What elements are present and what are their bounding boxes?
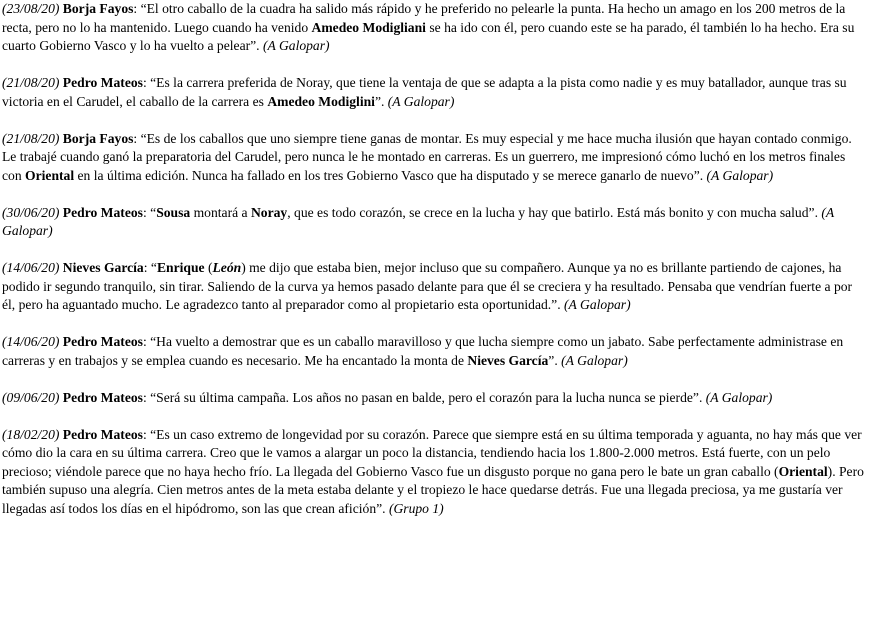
entry-speaker: Nieves García <box>62 260 144 275</box>
entry-quote-text: ). Pero también supuso una alegría. Cien metros antes de la meta estaba delante y el tropiezo le hace quedarse detrás. Fue una llegada preciosa, ya me gustaría ver llegadas así todos los días en el hipódromo, son las que crean afición”. <box>2 463 864 516</box>
entry-quote-text: ( <box>204 260 213 275</box>
entry-source: (A Galopar) <box>706 167 774 183</box>
entry-quote-text: “Ha vuelto a demostrar que es un caballo maravilloso y que lucha siempre como un jabato. Sabe perfectamente administrase en carreras y en trabajos y se emplea cuando es necesario. Me ha encantado la monta de <box>2 334 844 368</box>
entry-quote-emphasis: León <box>212 260 242 275</box>
entry-speaker: Pedro Mateos <box>62 75 143 90</box>
entry-speaker: Borja Fayos <box>62 130 134 146</box>
entry-date: (14/06/20) <box>2 334 60 349</box>
entry-source: (A Galopar) <box>262 38 330 53</box>
quote-entry: (21/08/20) Pedro Mateos: “Es la carrera preferida de Noray, que tiene la ventaja de que se adapta a la pista como nadie y es muy batallador, aunque tras su victoria en el Carudel, el caballo de la carrera es Amedeo Modiglini”. (A Galopar) <box>2 75 847 109</box>
entry-source: (A Galopar) <box>387 93 455 109</box>
quote-entry: (23/08/20) Borja Fayos: “El otro caballo de la cuadra ha salido más rápido y he preferido no pelearle la punta. Ha hecho un amago en los 200 metros de la recta, pero no lo ha mantenido. Luego cuando ha venido Amedeo Modigliani se ha ido con él, pero cuando este se ha parado, él también lo ha hecho. Era su cuarto Gobierno Vasco y lo ha vuelto a pelear”. (A Galopar) <box>2 1 855 53</box>
entry-source: (A Galopar) <box>561 352 628 368</box>
entry-quote-text: ) me dijo que estaba bien, mejor incluso que su compañero. Aunque ya no es brillante partiendo de cajones, ha podido ir segundo tranquilo, sin tirar. Saliendo de la curva ya hemos pasado delante para que él se creciera y ha resultado. Pensaba que vendrían fuerte a por él, pero ha aguantado mucho. Le agradezco tanto al preparador como al propietario esta oportunidad.”. <box>2 260 853 312</box>
quote-entry: (09/06/20) Pedro Mateos: “Será su última campaña. Los años no pasan en balde, pero el corazón para la lucha nunca se pierde”. (A Galopar) <box>2 389 773 405</box>
entry-speaker: Pedro Mateos <box>62 204 143 220</box>
entry-source: (A Galopar) <box>705 389 773 405</box>
entry-speaker: Pedro Mateos <box>62 334 143 349</box>
entry-source: (A Galopar) <box>564 297 631 312</box>
entry-date: (18/02/20) <box>2 426 60 442</box>
entry-speaker: Borja Fayos <box>62 1 134 16</box>
entry-date: (09/06/20) <box>2 389 60 405</box>
entry-date: (21/08/20) <box>2 130 60 146</box>
entry-quote-text: , que es todo corazón, se crece en la lucha y hay que batirlo. Está más bonito y con mucha salud”. <box>287 204 822 220</box>
entry-date: (30/06/20) <box>2 204 60 220</box>
entry-quote-text: ”. <box>548 352 562 368</box>
entry-quote-emphasis: Amedeo Modigliani <box>311 19 426 35</box>
entry-quote-text: “ <box>150 204 157 220</box>
entry-speaker: Pedro Mateos <box>62 389 143 405</box>
quote-entry: (14/06/20) Nieves García: “Enrique (León) me dijo que estaba bien, mejor incluso que su compañero. Aunque ya no es brillante partiendo de cajones, ha podido ir segundo tranquilo, sin tirar. Saliendo de la curva ya hemos pasado delante para que él se creciera y ha resultado. Pensaba que vendrían fuerte a por él, pero ha aguantado mucho. Le agradezco tanto al preparador como al propietario esta oportunidad.”. (A Galopar) <box>2 260 853 312</box>
entry-source: (Grupo 1) <box>388 500 444 516</box>
entry-quote-text: montará a <box>190 204 251 220</box>
entry-quote-text: “Es un caso extremo de longevidad por su corazón. Parece que siempre está en su última temporada y aguanta, no hay más que ver cómo dio la cara en su última carrera. Creo que le vamos a alargar un poco la distancia, tendiendo hacia los 1.800-2.000 metros. Está fuerte, con un pelo precioso; viéndole parece que no haya hecho frío. La llegada del Gobierno Vasco fue un disgusto porque no gana pero le bate un gran caballo ( <box>2 426 862 479</box>
entry-quote-text: “Es de los caballos que uno siempre tiene ganas de montar. Es muy especial y me hace mucha ilusión que hayan contado conmigo. Le trabajé cuando ganó la preparatoria del Carudel, pero nunca le he montado en carreras. Es un guerrero, me impresionó cómo luchó en los metros finales con <box>2 130 852 183</box>
entry-speaker: Pedro Mateos <box>62 426 143 442</box>
entry-quote-emphasis: Enrique <box>156 260 205 275</box>
entry-quote-emphasis: Nieves García <box>467 352 549 368</box>
entry-quote-emphasis: Sousa <box>156 204 191 220</box>
quote-entry: (18/02/20) Pedro Mateos: “Es un caso extremo de longevidad por su corazón. Parece que siempre está en su última temporada y aguanta, no hay más que ver cómo dio la cara en su última carrera. Creo que le vamos a alargar un poco la distancia, tendiendo hacia los 1.800-2.000 metros. Está fuerte, con un pelo precioso; viéndole parece que no haya hecho frío. La llegada del Gobierno Vasco fue un disgusto porque no gana pero le bate un gran caballo (Oriental). Pero también supuso una alegría. Cien metros antes de la meta estaba delante y el tropiezo le hace quedarse detrás. Fue una llegada preciosa, ya me gustaría ver llegadas así todos los días en el hipódromo, son las que crean afición”. (Grupo 1) <box>2 426 864 516</box>
entry-quote-text: “El otro caballo de la cuadra ha salido más rápido y he preferido no pelearle la punta. Ha hecho un amago en los 200 metros de la recta, pero no lo ha mantenido. Luego cuando ha venido <box>2 1 846 35</box>
entry-date: (21/08/20) <box>2 75 60 90</box>
entry-quote-text: “ <box>150 260 157 275</box>
quote-entry: (30/06/20) Pedro Mateos: “Sousa montará a Noray, que es todo corazón, se crece en la lucha y hay que batirlo. Está más bonito y con mucha salud”. (A Galopar) <box>2 204 834 238</box>
entry-quote-text: “Es la carrera preferida de Noray, que tiene la ventaja de que se adapta a la pista como nadie y es muy batallador, aunque tras su victoria en el Carudel, el caballo de la carrera es <box>2 75 847 109</box>
entry-quote-emphasis: Oriental <box>778 463 828 479</box>
entry-quote-emphasis: Amedeo Modiglini <box>267 93 375 109</box>
quote-entry: (14/06/20) Pedro Mateos: “Ha vuelto a demostrar que es un caballo maravilloso y que lucha siempre como un jabato. Sabe perfectamente administrase en carreras y en trabajos y se emplea cuando es necesario. Me ha encantado la monta de Nieves García”. (A Galopar) <box>2 334 844 368</box>
entry-quote-text: “Será su última campaña. Los años no pasan en balde, pero el corazón para la lucha nunca se pierde”. <box>150 389 706 405</box>
quote-entry: (21/08/20) Borja Fayos: “Es de los caballos que uno siempre tiene ganas de montar. Es muy especial y me hace mucha ilusión que hayan contado conmigo. Le trabajé cuando ganó la preparatoria del Carudel, pero nunca le he montado en carreras. Es un guerrero, me impresionó cómo luchó en los metros finales con Oriental en la última edición. Nunca ha fallado en los tres Gobierno Vasco que ha disputado y se merece ganarlo de nuevo”. (A Galopar) <box>2 130 852 183</box>
entry-quote-text: en la última edición. Nunca ha fallado en los tres Gobierno Vasco que ha disputado y se merece ganarlo de nuevo”. <box>74 167 707 183</box>
entry-quote-emphasis: Noray <box>250 204 288 220</box>
entry-date: (23/08/20) <box>2 1 60 16</box>
entry-quote-text: ”. <box>374 93 388 109</box>
entry-date: (14/06/20) <box>2 260 60 275</box>
entry-quote-emphasis: Oriental <box>25 167 75 183</box>
entry-source: (A Galopar) <box>2 204 834 238</box>
entry-quote-text: se ha ido con él, pero cuando este se ha parado, él también lo ha hecho. Era su cuarto Gobierno Vasco y lo ha vuelto a pelear”. <box>2 19 855 53</box>
